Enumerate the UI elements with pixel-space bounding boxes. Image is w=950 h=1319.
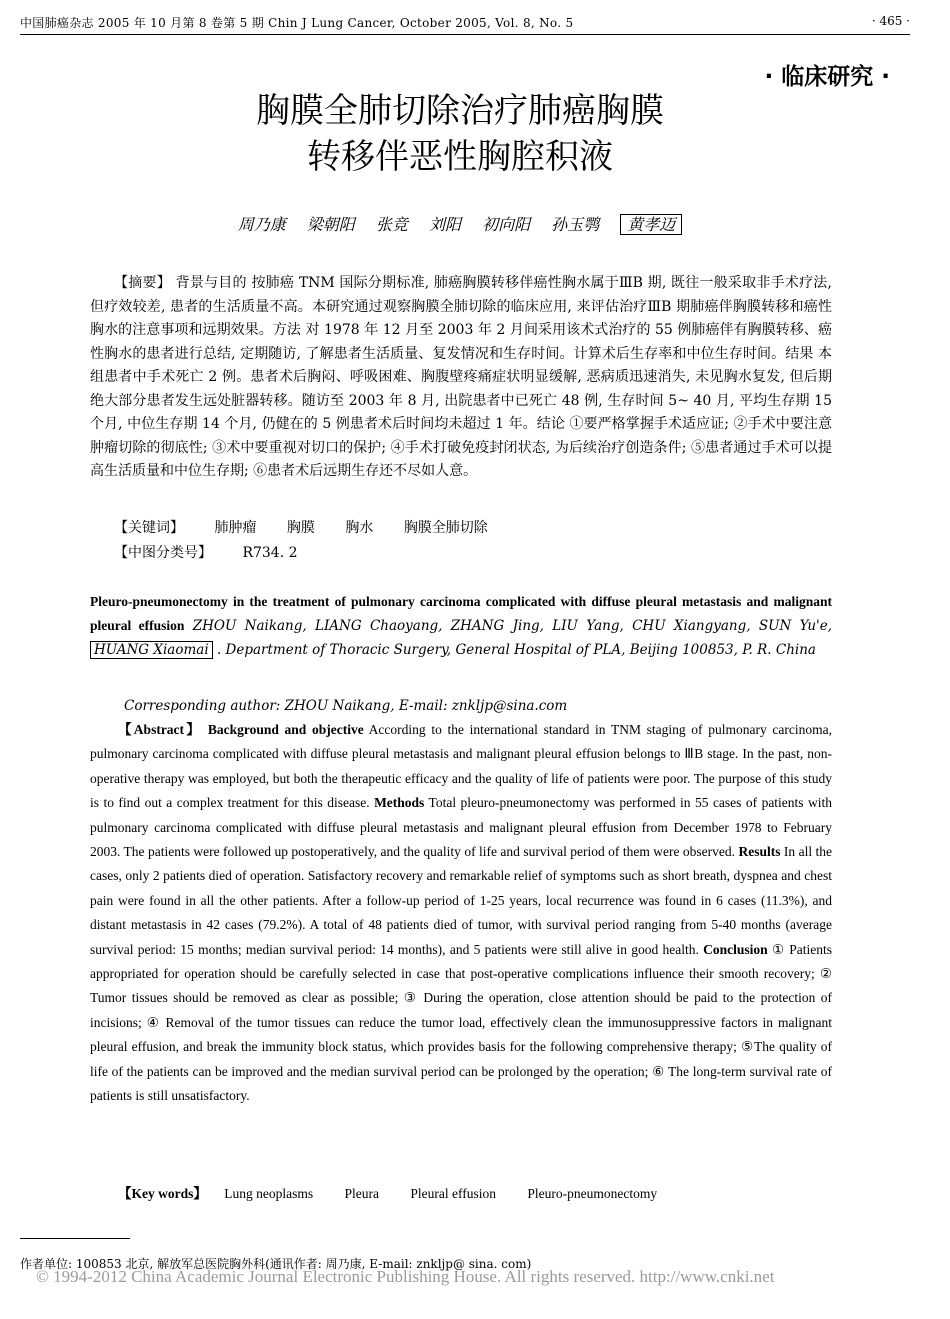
chinese-keyword: 胸膜 <box>286 520 315 536</box>
chinese-keyword: 肺肿瘤 <box>214 520 257 536</box>
title-line-1: 胸膜全肺切除治疗肺癌胸膜 <box>256 91 664 131</box>
chinese-abstract: 【摘要】 背景与目的 按肺癌 TNM 国际分期标准, 肺癌胸膜转移伴癌性胸水属于ⅢB 期, 既往一般采取非手术疗法, 但疗效较差, 患者的生活质量不高。本研究通过观察胸膜全肺切除的临床应用, 来评估治疗ⅢB 期肺癌伴胸膜转移和癌性胸水的注意事项和远期效果。方法 对 1978 年 12 月至 2003 年 2 月间采用该术式治疗的 55 例肺癌伴有胸膜转移、癌性胸水的患者进行总结, 定期随访, 了解患者生活质量、复发情况和生存时间。计算术后生存率和中位生存时间。结果 本组患者中手术死亡 2 例。患者术后胸闷、呼吸困难、胸腹壁疼痛症状明显缓解, 恶病质迅速消失, 未见胸水复发, 但后期绝大部分患者发生远处脏器转移。随访至 2003 年 8 月, 出院患者中已死亡 48 例, 生存时间 5~ 40 月, 平均生存期 15 个月, 中位生存期 14 个月, 仍健在的 5 例患者术后时间均未超过 1 年。结论 ①要严格掌握手术适应证; ②手术中要注意肿瘤切除的彻底性; ③术中要重视对切口的保护; ④手术打破免疫封闭状态, 为后续治疗创造条件; ⑤患者通过手术可以提高生活质量和中位生存期; ⑥患者术后远期生存还不尽如人意。 <box>90 275 832 479</box>
running-header: 中国肺癌杂志 2005 年 10 月第 8 卷第 5 期 Chin J Lung Cancer, October 2005, Vol. 8, No. 5 <box>20 16 574 30</box>
author-affiliation-footnote: 作者单位: 100853 北京, 解放军总医院胸外科(通讯作者: 周乃康, E-mail: znkljp@ sina. com) <box>20 1257 532 1271</box>
english-keywords-label: 【Key words】 <box>118 1186 207 1201</box>
english-keyword: Lung neoplasms <box>224 1186 314 1201</box>
background-label: Background and objective <box>207 722 364 737</box>
boxed-author-name: 黄孝迈 <box>620 214 682 235</box>
methods-label: Methods <box>374 795 425 811</box>
english-keywords <box>118 1182 685 1202</box>
chinese-keyword: 胸水 <box>345 520 374 536</box>
header-rule <box>20 34 910 35</box>
english-boxed-author: HUANG Xiaomai <box>90 641 213 659</box>
classification-value: R734. 2 <box>242 545 298 561</box>
chinese-keywords <box>114 517 514 537</box>
english-authors: ZHOU Naikang, LIANG Chaoyang, ZHANG Jing, LIU Yang, CHU Xiangyang, SUN Yu'e, <box>192 618 833 634</box>
english-corresponding-author: Corresponding author: ZHOU Naikang, E-mail: znkljp@sina.com <box>124 698 568 714</box>
background-text: According to the international standard in TNM staging of pulmonary carcinoma, pulmonary carcinoma complicated with diffuse pleural metastasis and malignant pleural effusion belongs to ⅢB stage. In the past, non-operative therapy was employed, but both the therapeutic efficacy and the quality of life of patients were poor. The purpose of this study is to find out a complex treatment for this disease. <box>90 722 832 811</box>
results-label: Results <box>738 844 781 860</box>
chinese-keywords-label: 【关键词】 <box>114 520 184 536</box>
conclusion-text: ① Patients appropriated for operation should be carefully selected in case that post-operative complications influence their smooth recovery; ② Tumor tissues should be removed as clear as possible; ③ During the operation, close attention should be paid to the protection of incisions; ④ Removal of the tumor tissues can reduce the tumor load, effectively clean the immunosuppressive factors in malignant pleural effusion, and break the immunity block status, which provides basis for the following comprehensive therapy; ⑤The quality of life of the patients can be improved and the median survival period can be prolonged by the operation; ⑥ The long-term survival rate of patients is still unsatisfactory. <box>90 941 832 1104</box>
english-keyword: Pleura <box>344 1186 379 1201</box>
footnote-rule <box>20 1238 130 1239</box>
author-list <box>0 212 920 235</box>
methods-text: Total pleuro-pneumonectomy was performed in 55 cases of patients with pulmonary carcinoma complicated with diffuse pleural metastasis and malignant pleural effusion from December 1978 to February 2003. The patients were followed up postoperatively, and the quality of life and survival period of them were observed. <box>90 795 833 860</box>
english-title-block <box>90 590 832 662</box>
chinese-classification <box>114 542 324 562</box>
results-text: In all the cases, only 2 patients died of operation. Satisfactory recovery and remarkable relief of symptoms such as short breath, dyspnea and chest pain were found in all the other patients. After a follow-up period of 1-25 years, local recurrence was found in 6 cases (11.3%), and distant metastasis in 42 cases (79.2%). A total of 48 patients died of tumor, with survival period ranging from 5-40 months (average survival period: 15 months; median survival period: 14 months), and 5 patients were still alive in good health. <box>90 844 832 957</box>
author-names: 周乃康 梁朝阳 张竞 刘阳 初向阳 孙玉鹗 <box>237 215 600 234</box>
page-number: · 465 · <box>871 14 910 28</box>
chinese-keyword: 胸膜全肺切除 <box>403 520 488 536</box>
english-keyword: Pleural effusion <box>410 1186 496 1201</box>
english-keyword: Pleuro-pneumonectomy <box>527 1186 658 1201</box>
classification-label: 【中图分类号】 <box>114 545 212 561</box>
title-line-2: 转移伴恶性胸腔积液 <box>307 137 613 177</box>
english-abstract <box>90 718 832 1109</box>
article-title <box>0 88 920 180</box>
section-tag: · 临床研究 · <box>764 64 890 90</box>
abstract-label: 【Abstract】 <box>118 722 203 737</box>
copyright-watermark: © 1994-2012 China Academic Journal Electronic Publishing House. All rights reserved. http://www.cnki.net <box>36 1267 775 1286</box>
english-affiliation: . Department of Thoracic Surgery, General Hospital of PLA, Beijing 100853, P. R. China <box>216 642 816 658</box>
english-title: Pleuro-pneumonectomy in the treatment of pulmonary carcinoma complicated with diffuse pleural metastasis and malignant pleural effusion <box>90 594 832 633</box>
conclusion-label: Conclusion <box>703 941 768 957</box>
